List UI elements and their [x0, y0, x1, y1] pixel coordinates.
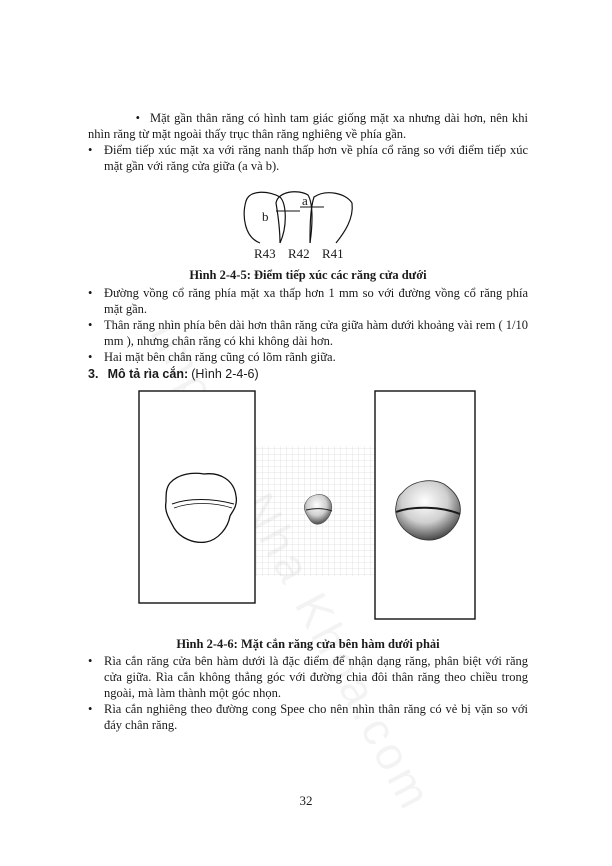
label-b: b — [262, 209, 269, 224]
bullet-text: Mặt gần thân răng có hình tam giác giống mặt xa nhưng dài hơn, nên khi nhìn răng từ mặt ngoài thấy trục thân răng nghiêng về phía gần. — [88, 111, 528, 141]
section-figure-ref: (Hình 2-4-6) — [191, 367, 259, 381]
label-r41: R41 — [322, 246, 344, 261]
bullet-mesial-surface — [88, 110, 528, 142]
bullet-text: Đường vồng cổ răng phía mặt xa thấp hơn 1 mm so với đường vồng cổ răng phía mặt gần. — [104, 286, 528, 316]
section-heading — [88, 366, 528, 382]
section-number: 3. — [88, 367, 99, 381]
figure-caption-2-4-5: Hình 2-4-5: Điểm tiếp xúc các răng cửa dưới — [189, 268, 427, 282]
bullet-marker: • — [88, 286, 93, 300]
incisal-view-figure — [130, 388, 480, 623]
bullet-marker: • — [88, 318, 93, 332]
bullet-root-groove — [88, 349, 528, 365]
tooth-r41-outline — [310, 193, 352, 243]
bullet-marker: • — [88, 143, 93, 157]
bullet-text: Điểm tiếp xúc mặt xa với răng nanh thấp hơn về phía cổ răng so với điểm tiếp xúc mặt gần với răng cửa giữa (a và b). — [104, 143, 528, 173]
page-number: 32 — [299, 793, 313, 808]
bullet-text: Rìa cắn nghiêng theo đường cong Spee cho nên nhìn thân răng có vẻ bị vặn so với đáy chân răng. — [104, 702, 528, 732]
label-r42: R42 — [288, 246, 310, 261]
bullet-incisal-edge — [88, 653, 528, 701]
bullet-marker: • — [88, 702, 93, 716]
bullet-spee-curve — [88, 701, 528, 733]
left-panel — [139, 391, 255, 603]
bullet-marker: • — [88, 654, 93, 668]
bullet-contact-point — [88, 142, 528, 174]
bullet-marker: • — [88, 350, 93, 364]
label-r43: R43 — [254, 246, 276, 261]
figure-caption-2-4-6: Hình 2-4-6: Mặt cắn răng cửa bên hàm dưới phải — [176, 637, 440, 651]
section-title: Mô tả rìa cắn: — [107, 367, 189, 381]
bullet-marker: • — [135, 111, 140, 125]
label-a: a — [302, 193, 308, 208]
bullet-text: Thân răng nhìn phía bên dài hơn thân răng cửa giữa hàm dưới khoảng vài rem ( 1/10 mm ), nhưng chân răng có khi không dài hơn. — [104, 318, 528, 348]
bullet-text: Hai mặt bên chân răng cũng có lõm rãnh giữa. — [104, 350, 336, 364]
bullet-text: Rìa cắn răng cửa bên hàm dưới là đặc điểm để nhận dạng răng, phân biệt với răng cửa giữa. Rìa cắn không thẳng góc với đường chia đôi thân răng theo chiều trong ngoài, mà làm thành một góc nhọn. — [104, 654, 528, 700]
bullet-crown-length — [88, 317, 528, 349]
bullet-cervical-line — [88, 285, 528, 317]
